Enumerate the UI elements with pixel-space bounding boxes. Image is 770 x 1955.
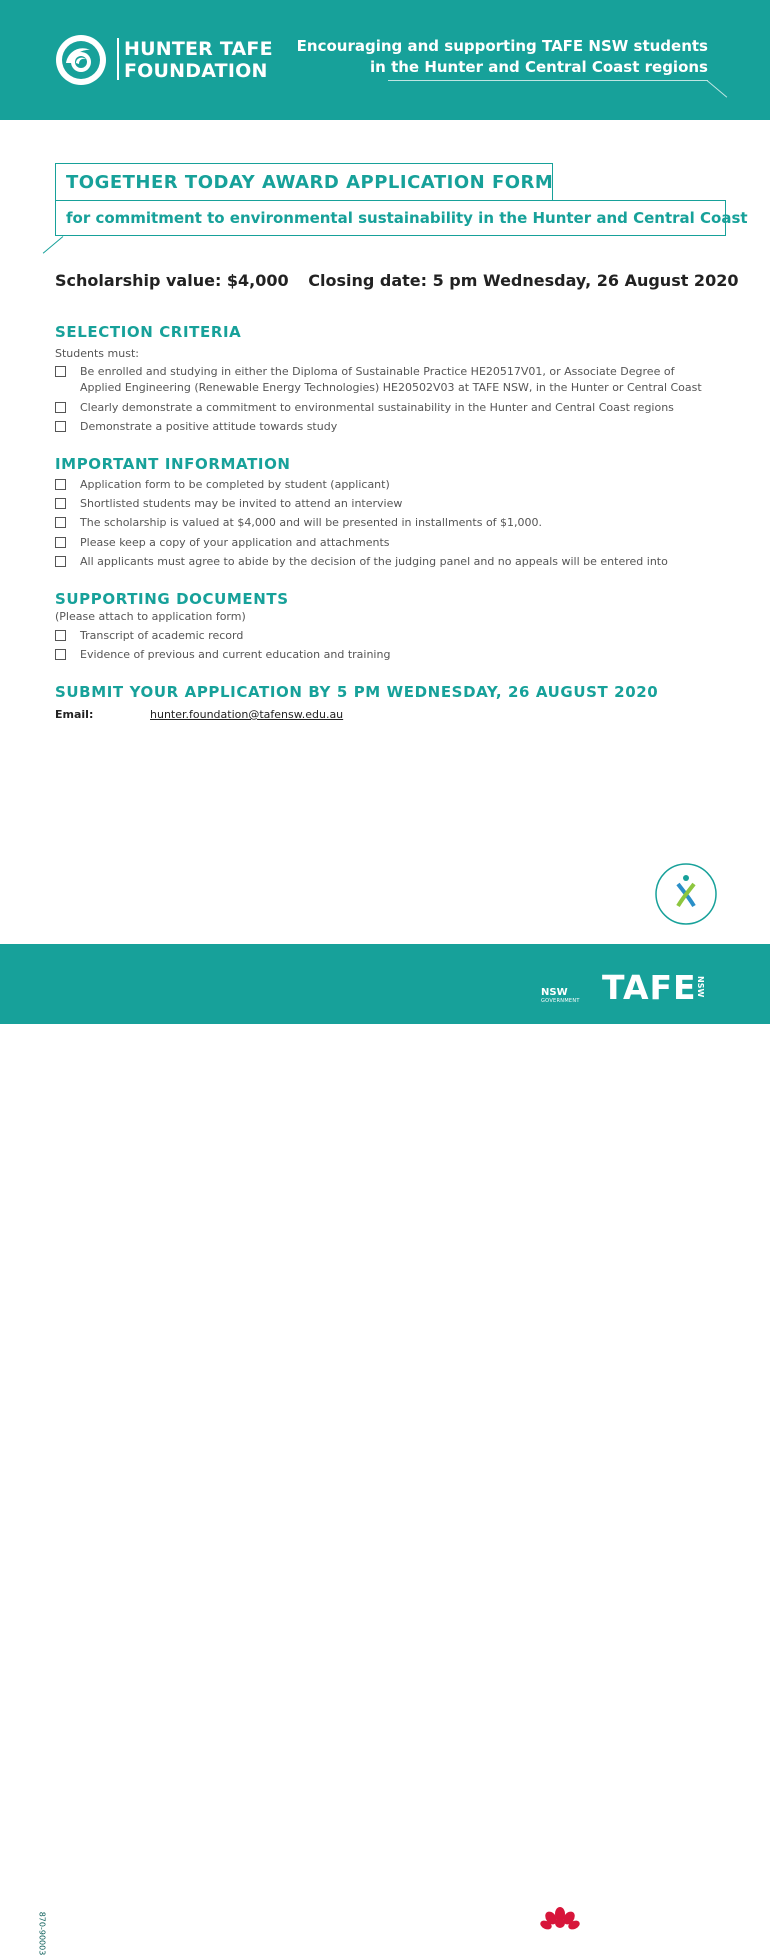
logo-line-2: FOUNDATION — [124, 60, 268, 82]
criteria-item — [55, 400, 715, 416]
tagline-line-2: in the Hunter and Central Coast regions — [370, 58, 708, 76]
selection-criteria-heading: SELECTION CRITERIA — [55, 323, 242, 341]
logo-divider — [117, 38, 119, 80]
form-title: TOGETHER TODAY AWARD APPLICATION FORM — [66, 172, 554, 193]
nsw-government-text: GOVERNMENT — [541, 998, 580, 1004]
tagline-underline-tail — [707, 80, 728, 97]
checkbox[interactable] — [55, 649, 66, 660]
header-tagline — [297, 36, 708, 78]
foundation-logo-icon — [54, 33, 108, 87]
criteria-item — [55, 419, 715, 435]
info-item — [55, 515, 715, 531]
document-code: 870-90003 — [37, 1911, 47, 1955]
info-item — [55, 477, 715, 493]
info-item-text: Shortlisted students may be invited to attend an interview — [80, 497, 403, 510]
info-item-text: Please keep a copy of your application and attachments — [80, 536, 390, 549]
submit-heading: SUBMIT YOUR APPLICATION BY 5 PM WEDNESDAY, 26 AUGUST 2020 — [55, 683, 659, 701]
registered-charity-icon — [654, 862, 718, 926]
email-link[interactable]: hunter.foundation@tafensw.edu.au — [150, 708, 344, 721]
document-item — [55, 647, 715, 663]
scholarship-meta — [55, 271, 752, 290]
tafe-nsw-suffix: NSW — [696, 976, 705, 998]
document-item — [55, 628, 715, 644]
checkbox[interactable] — [55, 479, 66, 490]
criteria-item-text: Be enrolled and studying in either the Diploma of Sustainable Practice HE20517V01, or Associate Degree of Applied Engineering (Renewable Energy Technologies) HE20502V03 at TAFE NSW, in the Hunter or Central Coast — [80, 365, 702, 394]
criteria-item — [55, 364, 715, 396]
document-item-text: Transcript of academic record — [80, 629, 244, 642]
info-item — [55, 535, 715, 551]
info-item-text: All applicants must agree to abide by the decision of the judging panel and no appeals will be entered into — [80, 555, 668, 568]
checkbox[interactable] — [55, 537, 66, 548]
waratah-icon — [538, 1906, 582, 1946]
checkbox[interactable] — [55, 556, 66, 567]
tagline-line-1: Encouraging and supporting TAFE NSW students — [296, 37, 708, 55]
checkbox[interactable] — [55, 402, 66, 413]
info-item — [55, 554, 715, 570]
selection-criteria-intro: Students must: — [55, 347, 139, 360]
foundation-logo-text — [124, 38, 273, 82]
closing-date: Closing date: 5 pm Wednesday, 26 August 2020 — [308, 271, 739, 290]
info-item-text: The scholarship is valued at $4,000 and will be presented in installments of $1,000. — [80, 516, 543, 529]
checkbox[interactable] — [55, 498, 66, 509]
nsw-wordmark: NSW — [541, 987, 568, 998]
checkbox[interactable] — [55, 366, 66, 377]
supporting-documents-intro: (Please attach to application form) — [55, 610, 246, 623]
checkbox[interactable] — [55, 421, 66, 432]
criteria-item-text: Clearly demonstrate a commitment to environmental sustainability in the Hunter and Central Coast regions — [80, 401, 674, 414]
supporting-documents-heading: SUPPORTING DOCUMENTS — [55, 590, 289, 608]
checkbox[interactable] — [55, 630, 66, 641]
important-information-heading: IMPORTANT INFORMATION — [55, 455, 291, 473]
tafe-wordmark: TAFE — [602, 968, 697, 1007]
checkbox[interactable] — [55, 517, 66, 528]
form-subtitle: for commitment to environmental sustainability in the Hunter and Central Coast — [66, 209, 748, 227]
scholarship-value: Scholarship value: $4,000 — [55, 271, 289, 290]
page-header — [0, 0, 770, 120]
footer-divider — [592, 1909, 593, 1945]
logo-line-1: HUNTER TAFE — [124, 38, 273, 60]
tagline-underline — [388, 80, 708, 81]
info-item-text: Application form to be completed by student (applicant) — [80, 478, 390, 491]
email-label: Email: — [55, 708, 94, 721]
criteria-item-text: Demonstrate a positive attitude towards study — [80, 420, 338, 433]
info-item — [55, 496, 715, 512]
subtitle-frame-tail — [43, 236, 64, 253]
document-item-text: Evidence of previous and current education and training — [80, 648, 391, 661]
